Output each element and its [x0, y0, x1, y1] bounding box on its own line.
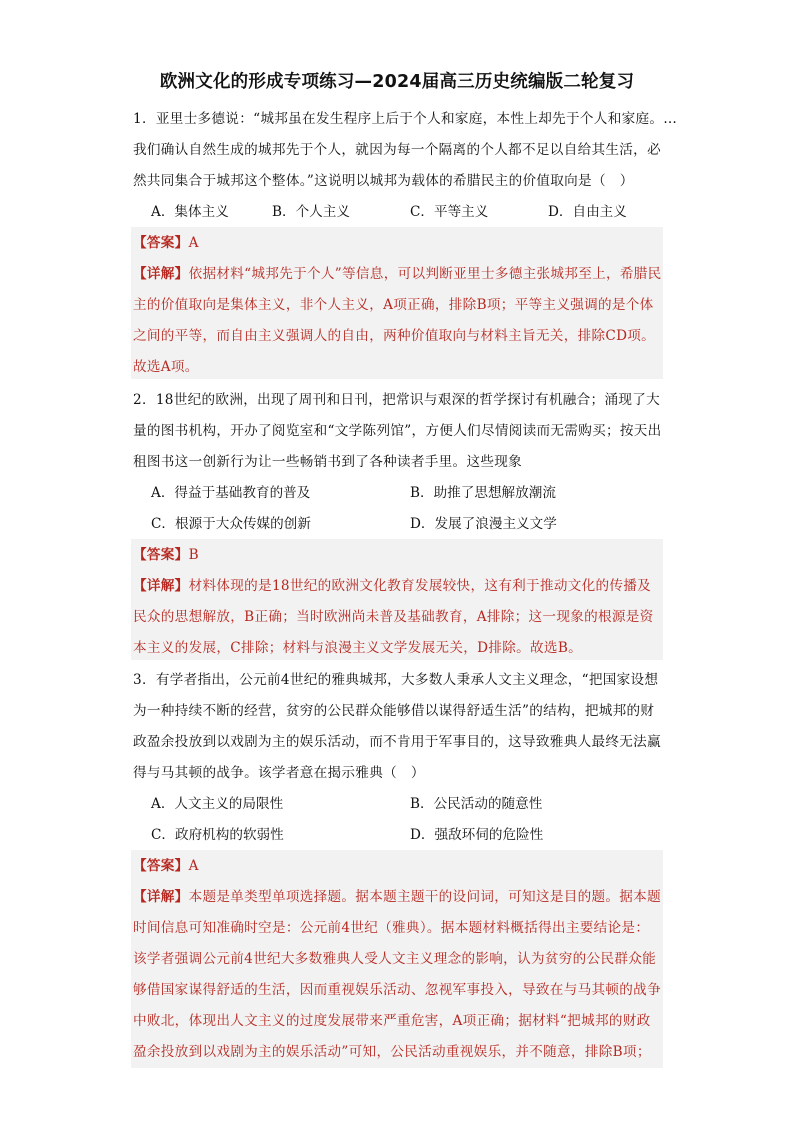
page-title: 欧洲文化的形成专项练习—2024届高三历史统编版二轮复习	[159, 72, 635, 92]
question-3-detail-line-1	[133, 887, 661, 907]
question-1-stem-line-2: 我们确认自然生成的城邦先于个人，就因为每一个隔离的个人都不足以自给其生活，必	[133, 142, 661, 158]
question-3-option-c: C．政府机构的软弱性	[151, 827, 284, 843]
question-2-option-a: A．得益于基础教育的普及	[151, 485, 311, 501]
detail-text: 依据材料“城邦先于个人”等信息，可以判断亚里士多德主张城邦至上，希腊民	[188, 266, 662, 282]
question-1-stem-line-1: 1．亚里士多德说：“城邦虽在发生程序上后于个人和家庭，本性上却先于个人和家庭。…	[133, 111, 678, 127]
question-3-detail-line-6: 盈余投放到以戏剧为主的娱乐活动”可知，公民活动重视娱乐，并不随意，排除B项；	[133, 1044, 651, 1060]
question-1-detail-line-1	[133, 264, 662, 284]
question-2-stem-line-3: 租图书这一创新行为让一些畅销书到了各种读者手里。这些现象	[133, 454, 523, 470]
answer-value: A	[188, 235, 199, 251]
detail-text: 材料体现的是18世纪的欧洲文化教育发展较快，这有利于推动文化的传播及	[188, 578, 652, 594]
question-2-stem-line-1: 2．18世纪的欧洲，出现了周刊和日刊，把常识与艰深的哲学探讨有机融合；涌现了大	[133, 392, 661, 408]
question-2-detail-line-2: 民众的思想解放，B正确；当时欧洲尚未普及基础教育，A排除；这一现象的根源是资	[133, 609, 654, 625]
question-2-answer	[133, 545, 199, 565]
question-2-option-c: C．根源于大众传媒的创新	[151, 516, 311, 532]
question-1-detail-line-2: 主的价值取向是集体主义，非个人主义，A项正确，排除B项；平等主义强调的是个体	[133, 297, 654, 313]
question-1-option-c: C．平等主义	[410, 204, 489, 220]
answer-tag: 【答案】	[133, 547, 189, 563]
detail-tag: 【详解】	[133, 266, 189, 282]
detail-text: 本题是单类型单项选择题。据本题主题干的设问词，可知这是目的题。据本题	[188, 889, 661, 905]
question-3-stem-line-1: 3．有学者指出，公元前4世纪的雅典城邦，大多数人秉承人文主义理念，“把国家设想	[133, 672, 659, 688]
detail-tag: 【详解】	[133, 889, 189, 905]
question-3-detail-line-4: 够借国家谋得舒适的生活，因而重视娱乐活动、忽视军事投入，导致在与马其顿的战争	[133, 982, 661, 998]
question-1-option-b: B．个人主义	[272, 204, 350, 220]
question-2-option-d: D．发展了浪漫主义文学	[410, 516, 557, 532]
question-2-stem-line-2: 量的图书机构，开办了阅览室和“文学陈列馆”，方便人们尽情阅读而无需购买；按天出	[133, 423, 662, 439]
answer-tag: 【答案】	[133, 235, 189, 251]
question-3-detail-line-2: 时间信息可知准确时空是：公元前4世纪（雅典）。据本题材料概括得出主要结论是：	[133, 920, 650, 936]
question-2-detail-line-3: 本主义的发展，C排除；材料与浪漫主义文学发展无关，D排除。故选B。	[133, 640, 582, 656]
question-1-option-a: A．集体主义	[151, 204, 229, 220]
question-1-option-d: D．自由主义	[548, 204, 627, 220]
answer-tag: 【答案】	[133, 858, 189, 874]
question-3-stem-line-3: 政盈余投放到以戏剧为主的娱乐活动，而不肯用于军事目的，这导致雅典人最终无法赢	[133, 734, 661, 750]
detail-tag: 【详解】	[133, 578, 189, 594]
question-3-detail-line-5: 中败北，体现出人文主义的过度发展带来严重危害，A项正确；据材料“把城邦的财政	[133, 1013, 651, 1029]
answer-value: B	[188, 547, 199, 563]
answer-value: A	[188, 858, 199, 874]
question-1-stem-line-3: 然共同集合于城邦这个整体。”这说明以城邦为载体的希腊民主的价值取向是（ ）	[133, 173, 634, 189]
question-3-option-b: B．公民活动的随意性	[410, 796, 543, 812]
question-1-answer	[133, 233, 199, 253]
question-3-detail-line-3: 该学者强调公元前4世纪大多数雅典人受人文主义理念的影响，认为贫穷的公民群众能	[133, 951, 657, 967]
question-3-option-a: A．人文主义的局限性	[151, 796, 284, 812]
question-2-detail-line-1	[133, 576, 651, 596]
question-3-stem-line-2: 为一种持续不断的经营，贫穷的公民群众能够借以谋得舒适生活”的结构，把城邦的财	[133, 703, 655, 719]
question-2-option-b: B．助推了思想解放潮流	[410, 485, 556, 501]
question-3-option-d: D．强敌环伺的危险性	[410, 827, 544, 843]
question-1-detail-line-4: 故选A项。	[133, 359, 199, 375]
question-3-stem-line-4: 得与马其顿的战争。该学者意在揭示雅典（ ）	[133, 765, 425, 781]
question-3-answer	[133, 856, 199, 876]
question-1-detail-line-3: 之间的平等，而自由主义强调人的自由，两种价值取向与材料主旨无关，排除CD项。	[133, 328, 656, 344]
